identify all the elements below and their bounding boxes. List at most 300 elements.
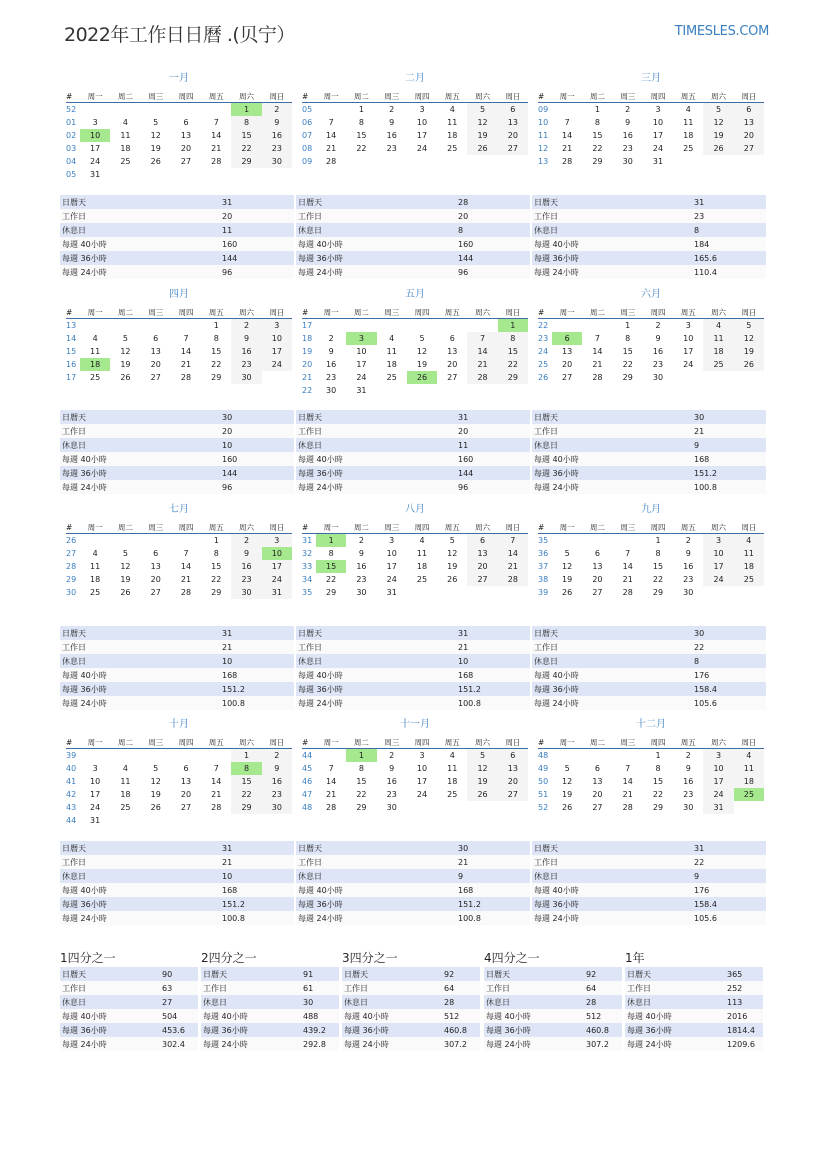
holiday-day-cell: 1: [231, 103, 261, 117]
stat-value: 302.4: [160, 1037, 198, 1051]
stat-value: 100.8: [456, 696, 530, 710]
weekday-header: 周六: [703, 521, 733, 534]
month-stats: [60, 410, 294, 494]
month-name: 七月: [169, 504, 189, 515]
day-cell: [110, 534, 140, 548]
day-cell: 13: [467, 547, 497, 560]
week-number-header: #: [66, 90, 80, 103]
day-cell: [141, 103, 171, 117]
stat-row: [201, 967, 339, 981]
week-number: 23: [538, 334, 549, 343]
stat-value: 9: [456, 869, 530, 883]
stat-row: [296, 911, 530, 925]
week-number-header: #: [302, 521, 316, 534]
stats-table: [296, 841, 530, 925]
day-cell: 13: [562, 347, 573, 356]
day-cell: 13: [150, 562, 161, 571]
day-cell: 20: [592, 575, 603, 584]
weekday-header: 周一: [316, 90, 346, 103]
stat-label: 每週 36小時: [532, 682, 692, 696]
week-number: 35: [538, 536, 549, 545]
day-cell: [141, 534, 171, 548]
week-number: 15: [66, 347, 77, 356]
quarter-summary: [625, 949, 763, 1051]
weekday-header: 周六: [703, 90, 733, 103]
day-cell: 22: [592, 144, 603, 153]
month-stats: [296, 195, 530, 279]
weekday-header: 周四: [171, 736, 201, 749]
day-cell: 12: [467, 762, 497, 775]
day-cell: 21: [592, 360, 603, 369]
day-cell: 3: [262, 534, 292, 548]
day-cell: 28: [498, 573, 528, 586]
day-cell: 14: [180, 562, 192, 571]
day-cell: 22: [622, 360, 633, 369]
day-cell: 22: [211, 575, 222, 584]
day-cell: 1: [231, 749, 261, 763]
stat-row: [625, 1023, 763, 1037]
stat-value: 10: [220, 869, 294, 883]
day-cell: 27: [447, 373, 458, 382]
day-cell: 12: [447, 549, 458, 558]
day-cell: 21: [211, 144, 222, 153]
day-cell: 5: [449, 536, 455, 545]
day-cell: [498, 155, 528, 168]
stat-row: [532, 855, 766, 869]
stat-row: [625, 967, 763, 981]
week-row: [538, 573, 764, 586]
day-cell: 18: [734, 775, 764, 788]
week-number: 45: [302, 764, 313, 773]
stat-label: 日曆天: [60, 410, 220, 424]
day-cell: 27: [562, 373, 573, 382]
holiday-day-cell: 1: [498, 319, 528, 333]
weekday-header: 周五: [201, 521, 231, 534]
stat-row: [532, 869, 766, 883]
weekday-header: 周五: [201, 736, 231, 749]
stat-label: 工作日: [60, 981, 160, 995]
stat-row: [625, 995, 763, 1009]
day-cell: [316, 103, 346, 117]
day-cell: 27: [150, 373, 161, 382]
week-number: 36: [538, 549, 549, 558]
day-cell: 21: [622, 575, 633, 584]
week-row: [538, 547, 764, 560]
stat-value: 21: [692, 424, 766, 438]
stat-label: 工作日: [532, 640, 692, 654]
stat-row: [60, 223, 294, 237]
week-row: [66, 103, 292, 117]
day-cell: 9: [262, 116, 292, 129]
day-cell: 16: [386, 777, 397, 786]
quarter-title: 1四分之一: [60, 951, 116, 965]
day-cell: 2: [625, 105, 631, 114]
week-row: [302, 788, 528, 801]
month-name: 五月: [405, 289, 425, 300]
day-cell: 13: [180, 131, 192, 140]
week-row: [538, 332, 764, 345]
day-cell: 14: [498, 547, 528, 560]
day-cell: 14: [562, 131, 573, 140]
stat-row: [201, 981, 339, 995]
week-row: [302, 801, 528, 814]
stat-row: [532, 696, 766, 710]
day-cell: 22: [356, 144, 367, 153]
stat-label: 日曆天: [60, 841, 220, 855]
day-cell: [80, 319, 110, 333]
weekday-header: 周一: [80, 306, 110, 319]
stat-row: [60, 251, 294, 265]
month-calendar: [538, 503, 764, 599]
quarter-summary: [342, 949, 480, 1051]
day-cell: [171, 749, 201, 763]
day-cell: 4: [92, 334, 98, 343]
day-cell: 2: [358, 536, 364, 545]
stat-label: 每週 24小時: [532, 265, 692, 279]
day-cell: 7: [625, 549, 631, 558]
week-number: 24: [538, 347, 549, 356]
day-cell: 26: [734, 358, 764, 371]
month-calendar: [302, 72, 528, 168]
stat-row: [60, 1023, 198, 1037]
week-number: 30: [66, 588, 77, 597]
day-cell: [407, 319, 437, 333]
stat-value: 92: [584, 967, 622, 981]
stat-row: [296, 410, 530, 424]
day-cell: 28: [211, 157, 222, 166]
week-number: 26: [66, 536, 77, 545]
stat-row: [532, 251, 766, 265]
stat-value: 96: [456, 480, 530, 494]
week-row: [538, 155, 764, 168]
day-cell: 25: [683, 144, 694, 153]
stat-row: [60, 654, 294, 668]
stat-row: [484, 981, 622, 995]
day-cell: 18: [734, 560, 764, 573]
month-name: 十二月: [636, 719, 666, 730]
stat-row: [60, 640, 294, 654]
week-row: [66, 573, 292, 586]
day-cell: 27: [498, 142, 528, 155]
stat-label: 休息日: [484, 995, 584, 1009]
stat-value: 92: [442, 967, 480, 981]
day-cell: 15: [498, 345, 528, 358]
stat-label: 每週 24小時: [532, 480, 692, 494]
week-number: 40: [66, 764, 77, 773]
stat-label: 休息日: [296, 438, 456, 452]
stat-value: 63: [160, 981, 198, 995]
holiday-day-cell: 25: [734, 788, 764, 801]
day-cell: 27: [734, 142, 764, 155]
day-cell: 10: [416, 764, 428, 773]
stat-label: 休息日: [532, 654, 692, 668]
stat-value: 30: [692, 626, 766, 640]
day-cell: 8: [231, 116, 261, 129]
stat-row: [296, 466, 530, 480]
day-cell: [110, 168, 140, 181]
stat-label: 工作日: [296, 855, 456, 869]
day-cell: 16: [683, 562, 694, 571]
stat-row: [60, 855, 294, 869]
week-row: [66, 155, 292, 168]
week-number: 09: [302, 157, 313, 166]
stat-row: [60, 452, 294, 466]
stat-row: [532, 410, 766, 424]
stat-label: 每週 36小時: [532, 466, 692, 480]
week-number: 44: [302, 751, 313, 760]
stat-value: 160: [456, 452, 530, 466]
stat-row: [342, 981, 480, 995]
week-row: [538, 560, 764, 573]
stat-row: [60, 1009, 198, 1023]
stat-label: 工作日: [201, 981, 301, 995]
day-cell: 24: [683, 360, 694, 369]
day-cell: 30: [262, 801, 292, 814]
weekday-header: 周三: [613, 521, 643, 534]
day-cell: 26: [562, 803, 573, 812]
day-cell: [231, 168, 261, 181]
stat-label: 每週 40小時: [342, 1009, 442, 1023]
stat-row: [296, 869, 530, 883]
day-cell: [407, 801, 437, 814]
stat-label: 每週 36小時: [532, 897, 692, 911]
weekday-header: 周日: [262, 90, 292, 103]
day-cell: [231, 814, 261, 827]
week-number-header: #: [66, 736, 80, 749]
weekday-header: 周日: [734, 736, 764, 749]
day-cell: 5: [467, 103, 497, 117]
week-row: [66, 358, 292, 371]
day-cell: [377, 384, 407, 397]
day-cell: 22: [652, 575, 664, 584]
week-row: [302, 586, 528, 599]
stats-table: [296, 626, 530, 710]
week-row: [66, 560, 292, 573]
stat-label: 每週 40小時: [625, 1009, 725, 1023]
day-cell: 21: [498, 560, 528, 573]
week-number: 09: [538, 105, 549, 114]
stat-value: 96: [456, 265, 530, 279]
site-logo[interactable]: TIMESLES.COM: [674, 24, 769, 39]
day-cell: 2: [262, 103, 292, 117]
quarter-summary: [60, 949, 198, 1051]
day-cell: 8: [625, 334, 631, 343]
stats-table: [60, 410, 294, 494]
day-cell: 18: [416, 562, 428, 571]
stat-label: 每週 24小時: [625, 1037, 725, 1051]
day-cell: [613, 534, 643, 548]
weekday-header: 周一: [316, 306, 346, 319]
stat-label: 每週 40小時: [296, 668, 456, 682]
day-cell: 20: [734, 129, 764, 142]
day-cell: 31: [90, 816, 101, 825]
day-cell: 18: [447, 777, 458, 786]
stat-value: 8: [456, 223, 530, 237]
weekday-header: 周五: [673, 90, 703, 103]
day-cell: [171, 168, 201, 181]
day-cell: 28: [326, 803, 337, 812]
week-row: [302, 319, 528, 333]
day-cell: 27: [150, 588, 161, 597]
day-cell: 7: [467, 332, 497, 345]
weekday-header: 周日: [734, 90, 764, 103]
week-number: 19: [302, 347, 313, 356]
day-cell: 20: [150, 360, 161, 369]
day-cell: 11: [683, 118, 694, 127]
weekday-header: 周五: [437, 521, 467, 534]
stat-label: 每週 36小時: [532, 251, 692, 265]
stat-value: 439.2: [301, 1023, 339, 1037]
day-cell: 23: [386, 790, 397, 799]
stat-label: 每週 36小時: [60, 1023, 160, 1037]
day-cell: 8: [213, 549, 219, 558]
day-cell: 14: [467, 345, 497, 358]
day-cell: 12: [120, 562, 131, 571]
stat-label: 工作日: [60, 209, 220, 223]
day-cell: 13: [150, 347, 161, 356]
week-number: 39: [66, 751, 77, 760]
stat-row: [60, 682, 294, 696]
weekday-header: 周一: [316, 736, 346, 749]
stat-value: 9: [692, 869, 766, 883]
day-cell: [703, 155, 733, 168]
week-number: 12: [538, 144, 549, 153]
day-cell: 19: [703, 129, 733, 142]
month-name: 十一月: [400, 719, 430, 730]
day-cell: 8: [213, 334, 219, 343]
day-cell: 13: [180, 777, 192, 786]
month-grid: [302, 90, 528, 168]
stat-value: 1209.6: [725, 1037, 763, 1051]
day-cell: 22: [652, 790, 664, 799]
stat-row: [296, 209, 530, 223]
stat-row: [60, 668, 294, 682]
day-cell: 11: [90, 347, 101, 356]
day-cell: [80, 749, 110, 763]
day-cell: 7: [594, 334, 600, 343]
stats-table: [532, 841, 766, 925]
day-cell: [346, 319, 376, 333]
day-cell: [467, 155, 497, 168]
day-cell: [262, 371, 292, 384]
stats-table: [296, 410, 530, 494]
stat-row: [296, 251, 530, 265]
month-grid: [66, 521, 292, 599]
day-cell: 6: [183, 764, 189, 773]
day-cell: [582, 749, 612, 763]
day-cell: 5: [122, 334, 128, 343]
week-number: 48: [302, 803, 313, 812]
stat-row: [342, 967, 480, 981]
stat-value: 31: [456, 626, 530, 640]
weekday-header: 周一: [80, 521, 110, 534]
stat-row: [296, 265, 530, 279]
day-cell: 9: [328, 347, 334, 356]
day-cell: 5: [153, 118, 159, 127]
week-row: [538, 749, 764, 763]
week-number: 05: [66, 170, 77, 179]
day-cell: 25: [447, 144, 458, 153]
weekday-header: 周一: [80, 736, 110, 749]
stat-value: 100.8: [220, 696, 294, 710]
stat-row: [60, 981, 198, 995]
weekday-header: 周日: [262, 306, 292, 319]
stat-row: [532, 841, 766, 855]
day-cell: [673, 155, 703, 168]
weekday-header: 周二: [582, 521, 612, 534]
day-cell: [141, 319, 171, 333]
stat-value: 90: [160, 967, 198, 981]
day-cell: 21: [180, 360, 192, 369]
week-row: [302, 129, 528, 142]
weekday-header: 周日: [262, 521, 292, 534]
day-cell: 15: [652, 562, 664, 571]
stat-label: 日曆天: [532, 410, 692, 424]
day-cell: [552, 534, 582, 548]
day-cell: 25: [90, 588, 101, 597]
stat-value: 144: [456, 466, 530, 480]
stat-label: 每週 24小時: [484, 1037, 584, 1051]
day-cell: 9: [262, 762, 292, 775]
week-number: 50: [538, 777, 549, 786]
day-cell: 20: [447, 360, 458, 369]
day-cell: [171, 814, 201, 827]
stat-label: 每週 40小時: [296, 452, 456, 466]
day-cell: 24: [703, 788, 733, 801]
day-cell: 21: [467, 358, 497, 371]
day-cell: 12: [120, 347, 131, 356]
stat-row: [625, 1037, 763, 1051]
month-calendar: [538, 718, 764, 814]
day-cell: 20: [150, 575, 161, 584]
day-cell: 3: [703, 749, 733, 763]
stat-row: [532, 223, 766, 237]
stat-label: 休息日: [532, 223, 692, 237]
stat-label: 休息日: [625, 995, 725, 1009]
day-cell: 19: [467, 775, 497, 788]
week-number-header: #: [66, 521, 80, 534]
stat-row: [532, 480, 766, 494]
stat-value: 96: [220, 265, 294, 279]
weekday-header: 周四: [643, 736, 673, 749]
stat-row: [532, 682, 766, 696]
day-cell: [437, 155, 467, 168]
stat-label: 工作日: [60, 855, 220, 869]
stat-value: 30: [456, 841, 530, 855]
day-cell: 9: [231, 332, 261, 345]
holiday-day-cell: 1: [346, 749, 376, 763]
day-cell: 7: [564, 118, 570, 127]
stat-row: [296, 654, 530, 668]
day-cell: 30: [683, 803, 694, 812]
day-cell: 28: [467, 371, 497, 384]
day-cell: 22: [326, 575, 337, 584]
day-cell: 24: [356, 373, 367, 382]
day-cell: 2: [328, 334, 334, 343]
day-cell: [171, 534, 201, 548]
holiday-day-cell: 1: [316, 534, 346, 548]
day-cell: 17: [416, 131, 428, 140]
stat-value: 31: [692, 195, 766, 209]
stat-label: 每週 24小時: [60, 480, 220, 494]
day-cell: 4: [122, 764, 128, 773]
stat-row: [60, 883, 294, 897]
month-name: 六月: [641, 289, 661, 300]
day-cell: 29: [356, 803, 367, 812]
stat-label: 每週 36小時: [296, 897, 456, 911]
stat-value: 23: [692, 209, 766, 223]
day-cell: 13: [498, 116, 528, 129]
